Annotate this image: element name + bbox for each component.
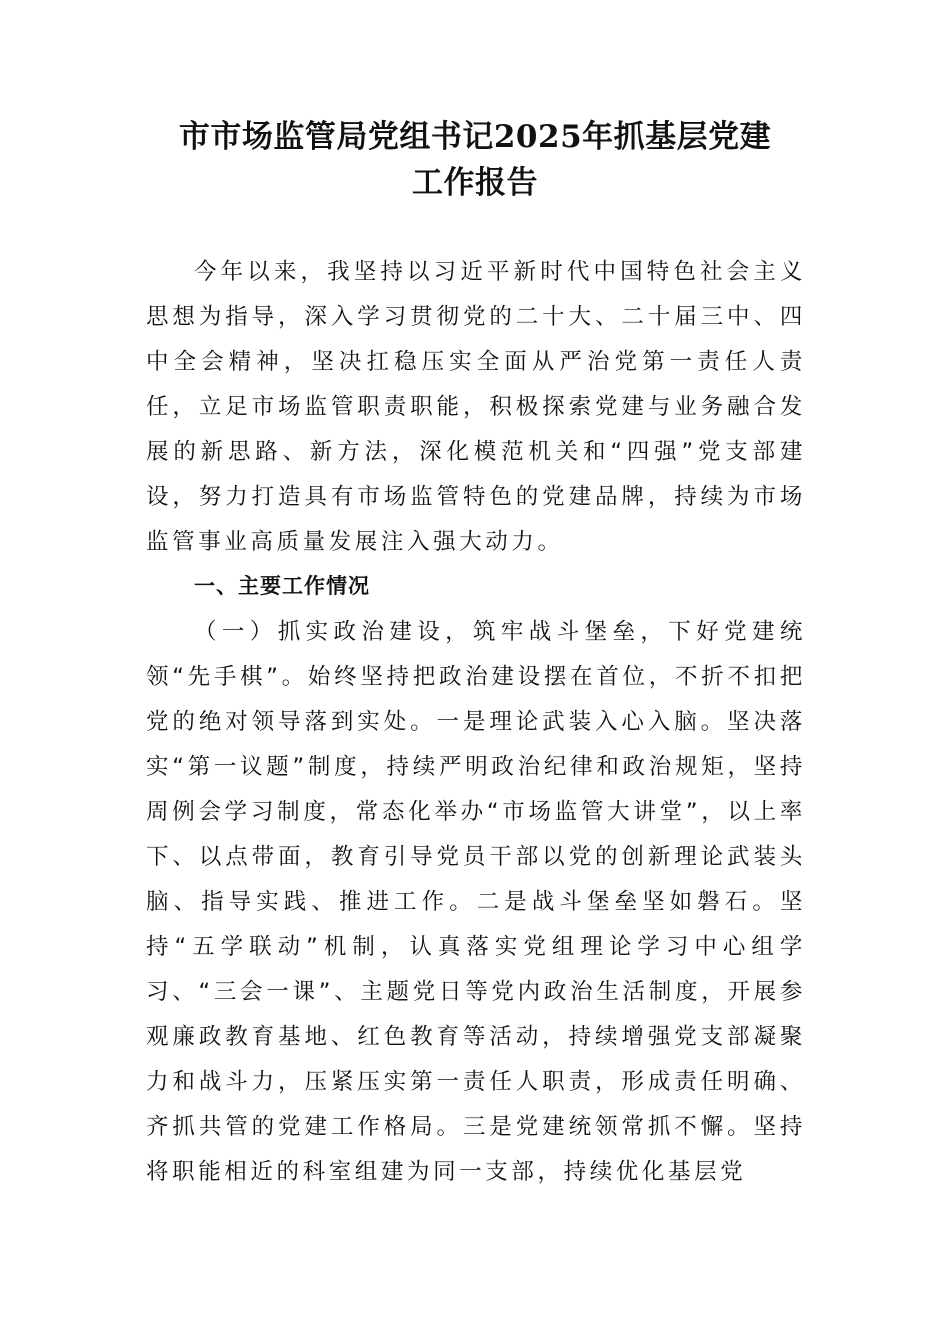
document-title-line-2: 工作报告 [412, 165, 538, 201]
section-1-paragraph: （一）抓实政治建设，筑牢战斗堡垒，下好党建统领“先手棋”。始终坚持把政治建设摆在首位，不折不扣把党的绝对领导落到实处。一是理论武装入心入脑。坚决落实“第一议题”制度，持续严明政治纪律和政治规矩，坚持周例会学习制度，常态化举办“市场监管大讲堂”，以上率下、以点带面，教育引导党员干部以党的创新理论武装头脑、指导实践、推进工作。二是战斗堡垒坚如磐石。坚持“五学联动”机制，认真落实党组理论学习中心组学习、“三会一课”、主题党日等党内政治生活制度，开展参观廉政教育基地、红色教育等活动，持续增强党支部凝聚力和战斗力，压紧压实第一责任人职责，形成责任明确、齐抓共管的党建工作格局。三是党建统领常抓不懈。坚持将职能相近的科室组建为同一支部，持续优化基层党 [146, 619, 806, 1185]
document-title-line-1: 市市场监管局党组书记2025年抓基层党建 [178, 119, 772, 155]
section-heading-main-work: 一、主要工作情况 [194, 574, 370, 598]
intro-paragraph: 今年以来，我坚持以习近平新时代中国特色社会主义思想为指导，深入学习贯彻党的二十大、二十届三中、四中全会精神，坚决扛稳压实全面从严治党第一责任人责任，立足市场监管职责职能，积极探索党建与业务融合发展的新思路、新方法，深化模范机关和“四强”党支部建设，努力打造具有市场监管特色的党建品牌，持续为市场监管事业高质量发展注入强大动力。 [146, 259, 806, 555]
